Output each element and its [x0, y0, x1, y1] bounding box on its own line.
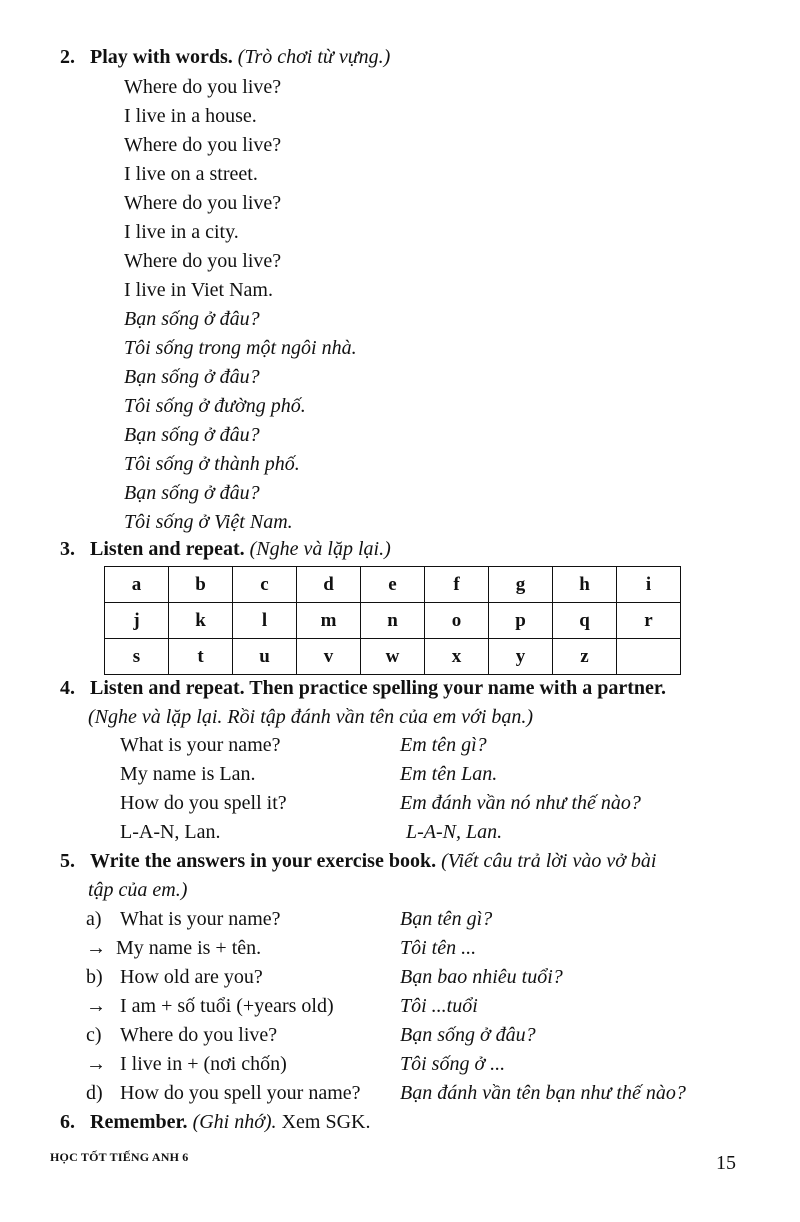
letter-cell: s — [105, 639, 169, 675]
poem-line: Where do you live? — [124, 76, 282, 98]
section-title: Play with words. — [90, 46, 233, 68]
letter-cell: q — [553, 603, 617, 639]
poem-line: I live in a house. — [124, 105, 257, 127]
letter-cell: i — [617, 567, 681, 603]
poem-line: I live on a street. — [124, 163, 258, 185]
letter-cell: z — [553, 639, 617, 675]
section-note: (Nghe và lặp lại.) — [249, 538, 391, 560]
letter-cell: k — [169, 603, 233, 639]
dialogue-vi: Em đánh vần nó như thế nào? — [400, 792, 641, 814]
letter-cell: e — [361, 567, 425, 603]
answer-en: How do you spell your name? — [120, 1082, 361, 1104]
alphabet-row — [105, 639, 681, 675]
item-label: b) — [86, 966, 103, 988]
answer-vi: Bạn đánh vần tên bạn như thế nào? — [400, 1082, 686, 1104]
poem-line-vi: Tôi sống ở thành phố. — [124, 453, 300, 475]
section-6-heading — [60, 1111, 370, 1134]
letter-cell: y — [489, 639, 553, 675]
poem-line-vi: Bạn sống ở đâu? — [124, 482, 260, 504]
poem-line-vi: Tôi sống trong một ngôi nhà. — [124, 337, 357, 359]
letter-cell — [617, 639, 681, 675]
answer-vi: Tôi sống ở ... — [400, 1053, 506, 1075]
book-title-footer: HỌC TỐT TIẾNG ANH 6 — [50, 1150, 189, 1164]
section-number: 2. — [60, 46, 75, 68]
section-2-heading — [60, 46, 390, 69]
dialogue-en: My name is Lan. — [120, 763, 256, 785]
answer-vi: Bạn sống ở đâu? — [400, 1024, 536, 1046]
answer-vi: Bạn bao nhiêu tuổi? — [400, 966, 563, 988]
letter-cell: x — [425, 639, 489, 675]
poem-line: Where do you live? — [124, 192, 282, 214]
poem-line: I live in Viet Nam. — [124, 279, 273, 301]
dialogue-en: L-A-N, Lan. — [120, 821, 221, 843]
letter-cell: h — [553, 567, 617, 603]
letter-cell: m — [297, 603, 361, 639]
letter-cell: b — [169, 567, 233, 603]
letter-cell: c — [233, 567, 297, 603]
section-4-heading — [60, 677, 666, 700]
letter-cell: u — [233, 639, 297, 675]
letter-cell: g — [489, 567, 553, 603]
answer-en: Where do you live? — [120, 1024, 278, 1046]
poem-line-vi: Bạn sống ở đâu? — [124, 424, 260, 446]
answer-en: How old are you? — [120, 966, 263, 988]
poem-line-vi: Tôi sống ở đường phố. — [124, 395, 306, 417]
dialogue-en: How do you spell it? — [120, 792, 287, 814]
poem-line-vi: Bạn sống ở đâu? — [124, 366, 260, 388]
section-title: Write the answers in your exercise book. — [90, 850, 437, 872]
poem-line-vi: Tôi sống ở Việt Nam. — [124, 511, 293, 533]
section-3-heading — [60, 538, 391, 561]
section-5-heading — [60, 850, 656, 873]
letter-cell: a — [105, 567, 169, 603]
answer-vi: Tôi tên ... — [400, 937, 477, 959]
item-label: a) — [86, 908, 102, 930]
section-number: 5. — [60, 850, 75, 872]
answer-en: I live in + (nơi chốn) — [120, 1053, 287, 1075]
letter-cell: j — [105, 603, 169, 639]
letter-cell: t — [169, 639, 233, 675]
section-note: (Ghi nhớ). — [192, 1111, 277, 1133]
section-note: (Trò chơi từ vựng.) — [237, 46, 391, 68]
letter-cell: p — [489, 603, 553, 639]
section-number: 3. — [60, 538, 75, 560]
letter-cell: d — [297, 567, 361, 603]
alphabet-table — [104, 566, 681, 675]
section-title: Listen and repeat. Then practice spelling your name with a partner. — [90, 677, 666, 699]
answer-vi: Tôi ...tuổi — [400, 995, 478, 1017]
item-label: c) — [86, 1024, 102, 1046]
answer-vi: Bạn tên gì? — [400, 908, 493, 930]
arrow-icon: → — [86, 1053, 106, 1075]
item-label: d) — [86, 1082, 103, 1104]
poem-line: Where do you live? — [124, 250, 282, 272]
page-number: 15 — [716, 1152, 736, 1174]
section-note: (Viết câu trả lời vào vở bài — [441, 850, 657, 872]
dialogue-vi: L-A-N, Lan. — [406, 821, 503, 843]
dialogue-vi: Em tên Lan. — [400, 763, 498, 785]
letter-cell: r — [617, 603, 681, 639]
arrow-icon: → — [86, 995, 106, 1017]
letter-cell: w — [361, 639, 425, 675]
section-tail: Xem SGK. — [281, 1111, 371, 1133]
section-note: (Nghe và lặp lại. Rồi tập đánh vần tên của em với bạn.) — [88, 706, 534, 728]
letter-cell: v — [297, 639, 361, 675]
answer-en: What is your name? — [120, 908, 281, 930]
letter-cell: l — [233, 603, 297, 639]
poem-line: Where do you live? — [124, 134, 282, 156]
alphabet-row — [105, 603, 681, 639]
answer-en: My name is + tên. — [116, 937, 262, 959]
section-title: Remember. — [90, 1111, 188, 1133]
dialogue-vi: Em tên gì? — [400, 734, 487, 756]
section-number: 4. — [60, 677, 75, 699]
section-number: 6. — [60, 1111, 75, 1133]
section-note-cont: tập của em.) — [88, 879, 188, 901]
arrow-icon: → — [86, 937, 106, 959]
letter-cell: f — [425, 567, 489, 603]
poem-line: I live in a city. — [124, 221, 239, 243]
letter-cell: n — [361, 603, 425, 639]
letter-cell: o — [425, 603, 489, 639]
poem-line-vi: Bạn sống ở đâu? — [124, 308, 260, 330]
alphabet-row — [105, 567, 681, 603]
answer-en: I am + số tuổi (+years old) — [120, 995, 334, 1017]
dialogue-en: What is your name? — [120, 734, 281, 756]
section-title: Listen and repeat. — [90, 538, 245, 560]
